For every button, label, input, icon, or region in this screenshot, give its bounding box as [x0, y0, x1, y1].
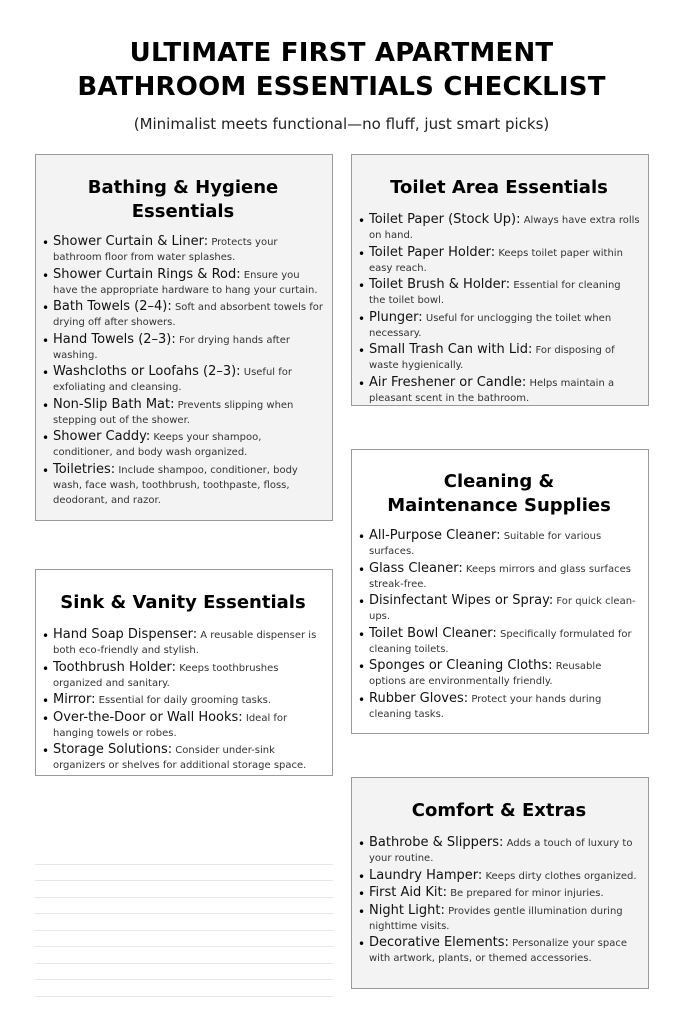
checklist-item	[358, 375, 640, 406]
checklist-item	[358, 903, 640, 934]
checklist-item	[358, 212, 640, 243]
checklist-item	[358, 626, 640, 657]
checklist-item	[42, 627, 324, 658]
checklist-item	[42, 364, 324, 395]
item-description: A reusable dispenser is both eco-friendly and stylish.	[53, 630, 317, 656]
title-line-1: ULTIMATE FIRST APARTMENT	[129, 38, 554, 68]
checklist-item	[358, 342, 640, 373]
item-description: Ideal for hanging towels or robes.	[53, 712, 288, 739]
item-description: Helps maintain a pleasant scent in the bathroom.	[369, 377, 615, 404]
item-term: Mirror:	[53, 692, 96, 707]
item-description: Adds a touch of luxury to your routine.	[369, 838, 633, 864]
item-description: Prevents slipping when stepping out of the shower.	[53, 399, 294, 426]
item-term: Small Trash Can with Lid:	[369, 342, 533, 357]
checklist-item	[42, 234, 324, 265]
item-term: Laundry Hamper:	[369, 867, 483, 883]
ruled-line	[35, 964, 333, 981]
item-term: Glass Cleaner:	[369, 560, 463, 576]
checklist-item	[358, 310, 640, 341]
item-term: Over-the-Door or Wall Hooks:	[53, 709, 243, 725]
checklist-item	[42, 462, 324, 508]
item-description: Provides gentle illumination during nighttime visits.	[369, 905, 623, 932]
item-description: Keeps mirrors and glass surfaces streak-free.	[369, 563, 631, 590]
section-heading: Bathing & Hygiene Essentials	[87, 177, 279, 222]
item-term: First Aid Kit:	[369, 885, 447, 900]
item-term: Non-Slip Bath Mat:	[53, 396, 175, 412]
item-term: Rubber Gloves:	[369, 690, 469, 706]
ruled-line	[35, 848, 333, 865]
title-line-2: BATHROOM ESSENTIALS CHECKLIST	[77, 72, 606, 102]
item-description: Ensure you have the appropriate hardware to hang your curtain.	[53, 269, 318, 296]
checklist-item	[42, 267, 324, 298]
item-description: Include shampoo, conditioner, body wash, face wash, toothbrush, toothpaste, floss, deodorant, and razor.	[53, 464, 298, 506]
ruled-lines	[35, 848, 333, 997]
item-description: Keeps toothbrushes organized and sanitary.	[53, 662, 279, 689]
section-heading: Sink & Vanity Essentials	[60, 592, 306, 613]
item-term: Toothbrush Holder:	[53, 659, 177, 675]
ruled-line	[35, 898, 333, 915]
ruled-line	[35, 914, 333, 931]
section-heading: Toilet Area Essentials	[390, 177, 608, 198]
sink-vanity-card	[35, 569, 333, 776]
checklist-item	[358, 935, 640, 966]
item-term: Shower Curtain Rings & Rod:	[53, 266, 241, 282]
item-term: Shower Curtain & Liner:	[53, 234, 209, 249]
item-description: Essential for cleaning the toilet bowl.	[369, 280, 621, 306]
item-term: Toilet Brush & Holder:	[369, 277, 511, 292]
checklist-item	[42, 660, 324, 691]
checklist	[358, 528, 640, 722]
item-term: Air Freshener or Candle:	[369, 374, 527, 390]
item-term: Storage Solutions:	[53, 742, 173, 757]
page-title	[0, 36, 683, 104]
checklist	[42, 234, 324, 508]
checklist-item	[42, 742, 324, 773]
comfort-extras-card	[351, 777, 649, 989]
checklist-item	[358, 835, 640, 866]
checklist-item	[42, 429, 324, 460]
item-term: Washcloths or Loofahs (2–3):	[53, 364, 241, 379]
checklist-item	[358, 561, 640, 592]
checklist-item	[358, 691, 640, 722]
checklist-item	[42, 299, 324, 330]
item-description: For drying hands after washing.	[53, 334, 290, 361]
item-term: Bathrobe & Slippers:	[369, 835, 504, 850]
checklist-item	[358, 658, 640, 689]
bathing-hygiene-card	[35, 154, 333, 521]
subtitle: (Minimalist meets functional—no fluff, just smart picks)	[133, 115, 550, 133]
ruled-line	[35, 865, 333, 882]
ruled-line	[35, 980, 333, 997]
checklist-item	[358, 277, 640, 308]
item-description: Keeps dirty clothes organized.	[485, 870, 637, 882]
ruled-line	[35, 881, 333, 898]
item-term: All-Purpose Cleaner:	[369, 528, 501, 543]
item-term: Disinfectant Wipes or Spray:	[369, 593, 554, 608]
item-term: Hand Towels (2–3):	[53, 331, 176, 347]
checklist-item	[358, 885, 640, 901]
item-term: Decorative Elements:	[369, 935, 509, 950]
checklist-item	[42, 710, 324, 741]
item-description: Personalize your space with artwork, plants, or themed accessories.	[369, 938, 627, 964]
ruled-line	[35, 947, 333, 964]
checklist	[358, 212, 640, 406]
checklist-item	[358, 593, 640, 624]
ruled-line	[35, 931, 333, 948]
checklist-item	[42, 397, 324, 428]
item-term: Night Light:	[369, 902, 445, 918]
checklist-item	[358, 528, 640, 559]
item-description: Soft and absorbent towels for drying off after showers.	[53, 302, 323, 328]
item-description: Keeps your shampoo, conditioner, and body wash organized.	[53, 432, 262, 458]
checklist-item	[358, 868, 640, 884]
item-term: Bath Towels (2–4):	[53, 299, 172, 314]
item-description: Be prepared for minor injuries.	[450, 888, 604, 899]
item-description: Consider under-sink organizers or shelves for additional storage space.	[53, 745, 307, 771]
item-description: Protect your hands during cleaning tasks.	[369, 693, 602, 720]
item-term: Toiletries:	[53, 461, 116, 477]
item-description: For quick clean-ups.	[369, 596, 636, 622]
item-term: Plunger:	[369, 309, 423, 325]
item-description: Essential for daily grooming tasks.	[98, 695, 272, 706]
checklist-item	[42, 692, 324, 708]
checklist	[358, 835, 640, 966]
item-description: Protects your bathroom floor from water splashes.	[53, 237, 278, 263]
item-term: Toilet Bowl Cleaner:	[369, 625, 497, 641]
checklist-item	[358, 245, 640, 276]
item-description: Useful for unclogging the toilet when necessary.	[369, 312, 612, 339]
item-description: Reusable options are environmentally friendly.	[369, 661, 602, 687]
item-description: For disposing of waste hygienically.	[369, 345, 615, 371]
section-heading: Comfort & Extras	[411, 800, 587, 821]
item-term: Sponges or Cleaning Cloths:	[369, 658, 553, 673]
item-term: Toilet Paper Holder:	[369, 244, 496, 260]
item-term: Hand Soap Dispenser:	[53, 627, 198, 642]
item-description: Keeps toilet paper within easy reach.	[369, 247, 623, 274]
item-term: Shower Caddy:	[53, 429, 151, 444]
item-description: Specifically formulated for cleaning toilets.	[369, 628, 632, 655]
item-term: Toilet Paper (Stock Up):	[369, 212, 521, 227]
section-heading: Cleaning & Maintenance Supplies	[387, 471, 611, 516]
item-description: Suitable for various surfaces.	[369, 531, 602, 557]
toilet-area-card	[351, 154, 649, 406]
cleaning-maintenance-card	[351, 449, 649, 734]
checklist-item	[42, 332, 324, 363]
item-description: Useful for exfoliating and cleansing.	[53, 367, 292, 393]
checklist	[42, 627, 324, 773]
item-description: Always have extra rolls on hand.	[369, 215, 640, 241]
